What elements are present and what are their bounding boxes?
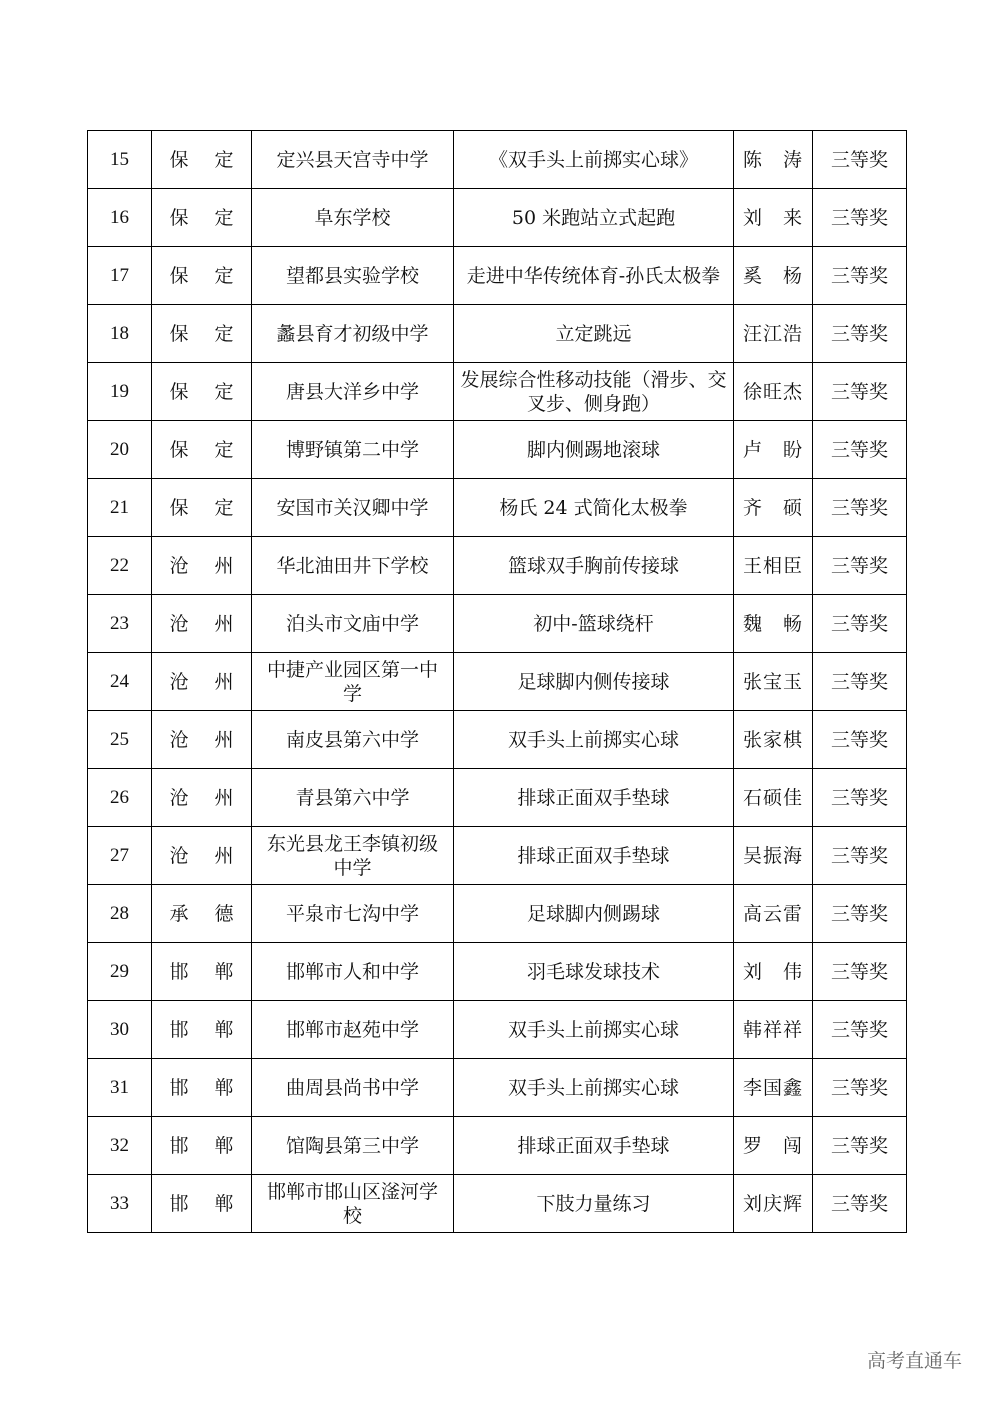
row-number-cell: 16 xyxy=(88,189,152,247)
table-row xyxy=(88,1175,907,1233)
school-cell: 邯郸市邯山区滏河学校 xyxy=(252,1175,454,1233)
table-row xyxy=(88,537,907,595)
city-cell: 沧 州 xyxy=(152,827,252,885)
table-row xyxy=(88,131,907,189)
awards-table-body xyxy=(88,131,907,1233)
teacher-name-cell: 张宝玉 xyxy=(734,653,813,711)
row-number-cell: 24 xyxy=(88,653,152,711)
project-cell: 《双手头上前掷实心球》 xyxy=(454,131,734,189)
teacher-name-cell: 刘庆辉 xyxy=(734,1175,813,1233)
project-cell: 发展综合性移动技能（滑步、交叉步、侧身跑） xyxy=(454,363,734,421)
award-cell: 三等奖 xyxy=(813,711,907,769)
project-cell: 脚内侧踢地滚球 xyxy=(454,421,734,479)
teacher-name-cell: 韩祥祥 xyxy=(734,1001,813,1059)
row-number-cell: 25 xyxy=(88,711,152,769)
award-cell: 三等奖 xyxy=(813,131,907,189)
project-cell: 篮球双手胸前传接球 xyxy=(454,537,734,595)
table-row xyxy=(88,363,907,421)
award-cell: 三等奖 xyxy=(813,595,907,653)
row-number-cell: 17 xyxy=(88,247,152,305)
award-cell: 三等奖 xyxy=(813,537,907,595)
project-cell: 下肢力量练习 xyxy=(454,1175,734,1233)
table-row xyxy=(88,885,907,943)
watermark-text: 高考直通车 xyxy=(866,1350,962,1372)
row-number-cell: 28 xyxy=(88,885,152,943)
project-cell: 走进中华传统体育-孙氏太极拳 xyxy=(454,247,734,305)
award-cell: 三等奖 xyxy=(813,421,907,479)
school-cell: 曲周县尚书中学 xyxy=(252,1059,454,1117)
school-cell: 博野镇第二中学 xyxy=(252,421,454,479)
row-number-cell: 15 xyxy=(88,131,152,189)
project-cell: 初中-篮球绕杆 xyxy=(454,595,734,653)
school-cell: 泊头市文庙中学 xyxy=(252,595,454,653)
school-cell: 邯郸市赵苑中学 xyxy=(252,1001,454,1059)
row-number-cell: 26 xyxy=(88,769,152,827)
teacher-name-cell: 吴振海 xyxy=(734,827,813,885)
teacher-name-cell: 石硕佳 xyxy=(734,769,813,827)
project-cell: 羽毛球发球技术 xyxy=(454,943,734,1001)
row-number-cell: 32 xyxy=(88,1117,152,1175)
table-row xyxy=(88,421,907,479)
city-cell: 承 德 xyxy=(152,885,252,943)
project-cell: 50 米跑站立式起跑 xyxy=(454,189,734,247)
project-cell: 双手头上前掷实心球 xyxy=(454,711,734,769)
city-cell: 邯 郸 xyxy=(152,1059,252,1117)
city-cell: 保 定 xyxy=(152,305,252,363)
city-cell: 保 定 xyxy=(152,363,252,421)
school-cell: 唐县大洋乡中学 xyxy=(252,363,454,421)
table-row xyxy=(88,1059,907,1117)
teacher-name-cell: 魏 畅 xyxy=(734,595,813,653)
row-number-cell: 19 xyxy=(88,363,152,421)
award-cell: 三等奖 xyxy=(813,363,907,421)
project-cell: 双手头上前掷实心球 xyxy=(454,1059,734,1117)
row-number-cell: 30 xyxy=(88,1001,152,1059)
city-cell: 邯 郸 xyxy=(152,1117,252,1175)
teacher-name-cell: 张家棋 xyxy=(734,711,813,769)
award-cell: 三等奖 xyxy=(813,247,907,305)
teacher-name-cell: 刘 伟 xyxy=(734,943,813,1001)
project-cell: 足球脚内侧踢球 xyxy=(454,885,734,943)
table-row xyxy=(88,769,907,827)
row-number-cell: 23 xyxy=(88,595,152,653)
city-cell: 沧 州 xyxy=(152,653,252,711)
award-cell: 三等奖 xyxy=(813,305,907,363)
award-cell: 三等奖 xyxy=(813,1117,907,1175)
row-number-cell: 27 xyxy=(88,827,152,885)
award-cell: 三等奖 xyxy=(813,189,907,247)
award-cell: 三等奖 xyxy=(813,1175,907,1233)
city-cell: 邯 郸 xyxy=(152,1175,252,1233)
table-row xyxy=(88,189,907,247)
teacher-name-cell: 奚 杨 xyxy=(734,247,813,305)
award-cell: 三等奖 xyxy=(813,1059,907,1117)
table-row xyxy=(88,595,907,653)
row-number-cell: 18 xyxy=(88,305,152,363)
school-cell: 平泉市七沟中学 xyxy=(252,885,454,943)
award-cell: 三等奖 xyxy=(813,885,907,943)
teacher-name-cell: 徐旺杰 xyxy=(734,363,813,421)
school-cell: 中捷产业园区第一中学 xyxy=(252,653,454,711)
project-cell: 杨氏 24 式简化太极拳 xyxy=(454,479,734,537)
award-cell: 三等奖 xyxy=(813,653,907,711)
school-cell: 望都县实验学校 xyxy=(252,247,454,305)
teacher-name-cell: 李国鑫 xyxy=(734,1059,813,1117)
table-row xyxy=(88,711,907,769)
teacher-name-cell: 汪江浩 xyxy=(734,305,813,363)
table-row xyxy=(88,827,907,885)
project-cell: 排球正面双手垫球 xyxy=(454,827,734,885)
school-cell: 南皮县第六中学 xyxy=(252,711,454,769)
city-cell: 沧 州 xyxy=(152,769,252,827)
table-row xyxy=(88,653,907,711)
city-cell: 邯 郸 xyxy=(152,943,252,1001)
row-number-cell: 21 xyxy=(88,479,152,537)
project-cell: 双手头上前掷实心球 xyxy=(454,1001,734,1059)
row-number-cell: 22 xyxy=(88,537,152,595)
city-cell: 保 定 xyxy=(152,247,252,305)
city-cell: 沧 州 xyxy=(152,711,252,769)
teacher-name-cell: 齐 硕 xyxy=(734,479,813,537)
school-cell: 东光县龙王李镇初级中学 xyxy=(252,827,454,885)
award-cell: 三等奖 xyxy=(813,943,907,1001)
awards-table xyxy=(87,130,907,1233)
award-cell: 三等奖 xyxy=(813,1001,907,1059)
table-row xyxy=(88,943,907,1001)
row-number-cell: 20 xyxy=(88,421,152,479)
school-cell: 蠡县育才初级中学 xyxy=(252,305,454,363)
school-cell: 安国市关汉卿中学 xyxy=(252,479,454,537)
city-cell: 保 定 xyxy=(152,421,252,479)
table-row xyxy=(88,247,907,305)
award-cell: 三等奖 xyxy=(813,827,907,885)
project-cell: 排球正面双手垫球 xyxy=(454,1117,734,1175)
school-cell: 华北油田井下学校 xyxy=(252,537,454,595)
row-number-cell: 29 xyxy=(88,943,152,1001)
city-cell: 保 定 xyxy=(152,479,252,537)
city-cell: 邯 郸 xyxy=(152,1001,252,1059)
city-cell: 保 定 xyxy=(152,189,252,247)
row-number-cell: 33 xyxy=(88,1175,152,1233)
table-row xyxy=(88,1117,907,1175)
teacher-name-cell: 卢 盼 xyxy=(734,421,813,479)
teacher-name-cell: 刘 来 xyxy=(734,189,813,247)
teacher-name-cell: 罗 闯 xyxy=(734,1117,813,1175)
project-cell: 排球正面双手垫球 xyxy=(454,769,734,827)
school-cell: 青县第六中学 xyxy=(252,769,454,827)
table-row xyxy=(88,1001,907,1059)
city-cell: 沧 州 xyxy=(152,595,252,653)
table-row xyxy=(88,305,907,363)
school-cell: 阜东学校 xyxy=(252,189,454,247)
teacher-name-cell: 高云雷 xyxy=(734,885,813,943)
teacher-name-cell: 王相臣 xyxy=(734,537,813,595)
project-cell: 足球脚内侧传接球 xyxy=(454,653,734,711)
school-cell: 邯郸市人和中学 xyxy=(252,943,454,1001)
award-cell: 三等奖 xyxy=(813,769,907,827)
school-cell: 定兴县天宫寺中学 xyxy=(252,131,454,189)
city-cell: 沧 州 xyxy=(152,537,252,595)
project-cell: 立定跳远 xyxy=(454,305,734,363)
row-number-cell: 31 xyxy=(88,1059,152,1117)
table-row xyxy=(88,479,907,537)
city-cell: 保 定 xyxy=(152,131,252,189)
teacher-name-cell: 陈 涛 xyxy=(734,131,813,189)
award-cell: 三等奖 xyxy=(813,479,907,537)
school-cell: 馆陶县第三中学 xyxy=(252,1117,454,1175)
